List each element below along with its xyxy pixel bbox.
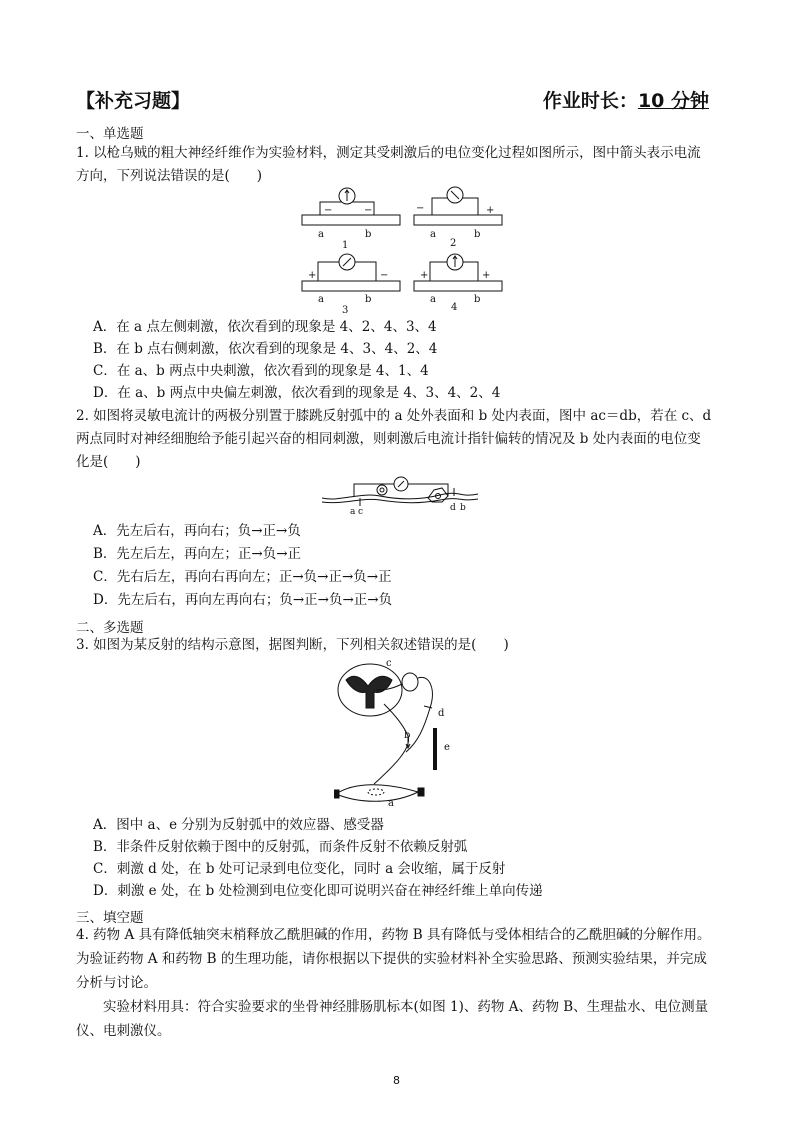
q1-galvanometer-figure [296,184,508,316]
q2-option-b: B．先左后左，再向左；正→负→正 [93,546,302,562]
q2-stem-line3: 化是( ) [76,454,141,470]
q2-reflex-arc-figure [320,474,480,516]
q1-stem-line1: 1. 以枪乌贼的粗大神经纤维作为实验材料，测定其受刺激后的电位变化过程如图所示，图中箭头表示电流 [76,145,701,161]
q2-option-d: D．先左后右，再向左再向右；负→正→负→正→负 [93,592,393,608]
p4-number: 4 [451,302,458,313]
q4-line5: 仪、电刺激仪。 [76,1023,171,1039]
q1-stem-line2: 方向，下列说法错误的是( ) [76,168,263,184]
q2-label-a: a [350,507,356,516]
p2-label-a: a [430,229,436,240]
p3-label-b: b [365,294,372,305]
q1-option-c: C．在 a、b 两点中央刺激，依次看到的现象是 4、1、4 [93,363,429,379]
p1-label-a: a [318,229,324,240]
q1-option-a: A．在 a 点左侧刺激，依次看到的现象是 4、2、4、3、4 [93,319,437,335]
q3-option-c: C．刺激 d 处，在 b 处可记录到电位变化，同时 a 会收缩，属于反射 [93,861,506,877]
section-fill-in: 三、填空题 [76,910,144,926]
p3-label-a: a [318,294,324,305]
q4-line2: 为验证药物 A 和药物 B 的生理功能，请你根据以下提供的实验材料补全实验思路、预测实验结果，并完成 [76,951,707,967]
q2-label-c: c [358,507,364,516]
q1-option-d: D．在 a、b 两点中央偏左刺激，依次看到的现象是 4、3、4、2、4 [93,385,501,401]
p4-plus-b: + [482,270,491,281]
q3-reflex-figure [334,656,474,810]
q3-label-d: d [438,708,445,719]
q3-option-b: B．非条件反射依赖于图中的反射弧，而条件反射不依赖反射弧 [93,839,468,855]
q2-option-c: C．先右后左，再向右再向左；正→负→正→负→正 [93,569,392,585]
q2-option-a: A．先左后右，再向右；负→正→负 [93,523,301,539]
p1-label-b: b [365,229,372,240]
q3-label-e: e [444,742,450,753]
p1-minus-b: − [364,205,373,216]
p2-minus: − [416,203,425,214]
q2-stem-line1: 2. 如图将灵敏电流计的两极分别置于膝跳反射弧中的 a 处外表面和 b 处内表面，图中 ac＝db，若在 c、d [76,408,712,424]
p1-minus-a: − [324,205,333,216]
q3-option-d: D．刺激 e 处，在 b 处检测到电位变化即可说明兴奋在神经纤维上单向传递 [93,883,543,899]
q2-label-b: b [460,503,466,513]
p1-number: 1 [342,240,349,251]
q2-stem-line2: 两点同时对神经细胞给予能引起兴奋的相同刺激，则刺激后电流计指针偏转的情况及 b 处内表面的电位变 [76,431,701,447]
p3-minus: − [380,270,389,281]
q4-line4: 实验材料用具：符合实验要求的坐骨神经腓肠肌标本(如图 1)、药物 A、药物 B、生理盐水、电位测量 [76,999,709,1015]
q2-label-d: d [450,503,456,513]
q3-option-a: A．图中 a、e 分别为反射弧中的效应器、感受器 [93,817,384,833]
time-limit-value: 10 分钟 [637,90,709,112]
q3-label-c: c [386,658,392,669]
page-number: 8 [393,1074,400,1087]
p4-label-a: a [430,294,436,305]
time-limit [543,86,709,113]
q1-option-b: B．在 b 点右侧刺激，依次看到的现象是 4、3、4、2、4 [93,341,438,357]
p3-plus: + [308,270,317,281]
p2-label-b: b [474,229,481,240]
p4-plus-a: + [420,270,429,281]
p2-number: 2 [450,238,457,249]
section-single-choice: 一、单选题 [76,126,144,142]
q3-label-b: b [404,730,411,741]
q3-label-a: a [388,798,394,809]
q4-line1: 4. 药物 A 具有降低轴突末梢释放乙酰胆碱的作用，药物 B 具有降低与受体相结合的乙酰胆碱的分解作用。 [76,927,711,943]
worksheet-title: 【补充习题】 [76,90,191,112]
time-limit-label: 作业时长： [542,90,638,112]
p2-plus: + [486,205,495,216]
q3-stem: 3. 如图为某反射的结构示意图，据图判断，下列相关叙述错误的是( ) [76,637,509,653]
p4-label-b: b [474,294,481,305]
section-multiple-choice: 二、多选题 [76,620,144,636]
panel-1 [302,188,400,225]
p3-number: 3 [342,305,349,316]
q4-line3: 分析与讨论。 [76,975,157,991]
